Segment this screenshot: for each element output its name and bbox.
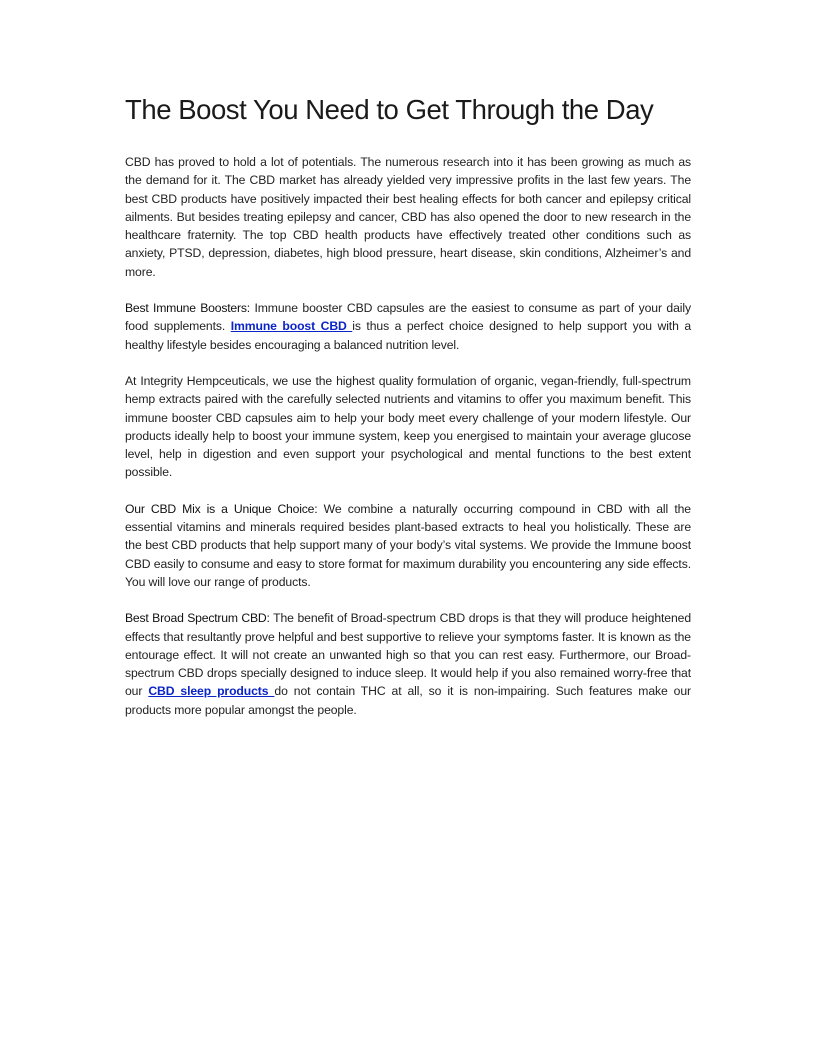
- cbd-mix-heading: Our CBD Mix is a Unique Choice:: [125, 501, 318, 516]
- cbd-sleep-products-link[interactable]: CBD sleep products: [148, 684, 275, 699]
- broad-spectrum-paragraph: [125, 609, 691, 719]
- broad-spectrum-text-b: do not contain THC at all, so it is non-impairing. Such features make our products more popular amongst the people.: [125, 684, 691, 717]
- immune-boosters-text-b: is thus a perfect choice designed to help support you with a healthy lifestyle besides encouraging a balanced nutrition level.: [125, 319, 691, 352]
- intro-text: CBD has proved to hold a lot of potentials. The numerous research into it has been growing as much as the demand for it. The CBD market has already yielded very impressive profits in the last few years. The best CBD products have positively impacted their best healing effects for both cancer and epilepsy critical ailments. But besides treating epilepsy and cancer, CBD has also opened the door to new research in the healthcare fraternity. The top CBD health products have effectively treated other conditions such as anxiety, PTSD, depression, diabetes, high blood pressure, heart disease, skin conditions, Alzheimer’s and more.: [125, 155, 691, 279]
- page-title: The Boost You Need to Get Through the Day: [125, 94, 654, 125]
- broad-spectrum-text-a: The benefit of Broad-spectrum CBD drops is that they will produce heightened effects that resultantly prove helpful and best supportive to relieve your symptoms faster. It is known as the entourage effect. It will not create an unwanted high so that you can rest easy. Furthermore, our Broad-spectrum CBD drops specially designed to induce sleep. It would help if you also remained worry-free that our: [125, 611, 691, 699]
- immune-boosters-text-a: Immune booster CBD capsules are the easiest to consume as part of your daily food supplements.: [125, 301, 691, 334]
- intro-paragraph: [125, 153, 691, 281]
- cbd-mix-text: We combine a naturally occurring compound in CBD with all the essential vitamins and minerals required besides plant-based extracts to heal you holistically. These are the best CBD products that help support many of your body’s vital systems. We provide the Immune boost CBD easily to consume and easy to store format for maximum durability you encountering any side effects. You will love our range of products.: [125, 501, 691, 589]
- cbd-mix-paragraph: [125, 500, 691, 591]
- immune-boosters-paragraph: [125, 299, 691, 354]
- integrity-text: At Integrity Hempceuticals, we use the highest quality formulation of organic, vegan-friendly, full-spectrum hemp extracts paired with the carefully selected nutrients and vitamins to offer you maximum benefit. This immune booster CBD capsules aim to help your body meet every challenge of your modern lifestyle. Our products ideally help to boost your immune system, keep you energised to maintain your average glucose level, help in digestion and even support your psychological and mental functions to the best extent possible.: [125, 373, 691, 480]
- broad-spectrum-heading: Best Broad Spectrum CBD:: [125, 611, 270, 626]
- integrity-paragraph: [125, 372, 691, 482]
- immune-boost-cbd-link[interactable]: Immune boost CBD: [230, 319, 353, 334]
- document-page: [125, 94, 691, 737]
- immune-boosters-heading: Best Immune Boosters:: [125, 301, 250, 316]
